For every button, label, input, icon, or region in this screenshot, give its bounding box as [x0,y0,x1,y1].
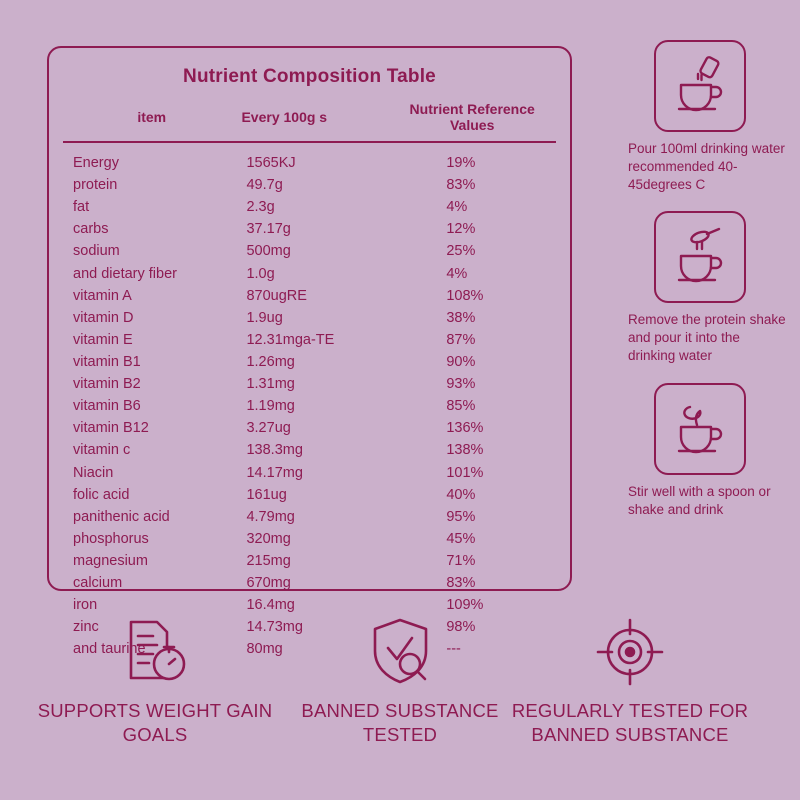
cell-item: phosphorus [73,530,149,547]
cell-nrv: 25% [446,243,476,260]
table-row [63,528,556,550]
cell-nrv: 4% [446,265,468,282]
target-crosshair-icon [505,613,755,691]
table-row [63,462,556,484]
table-row [63,197,556,219]
preparation-step-2 [614,211,786,364]
cell-nrv: 109% [446,597,484,614]
cell-amount: 80mg [246,641,283,658]
cell-item: vitamin c [73,442,131,459]
cell-nrv: 83% [446,575,476,592]
page-title: Nutrient Composition Table [183,66,436,87]
cell-nrv: 38% [446,309,476,326]
cell-amount: 4.79mg [246,508,295,525]
cell-amount: 14.73mg [246,619,303,636]
nutrient-composition-card [47,46,572,658]
scoop-pouring-powder-into-cup-icon [669,224,731,291]
cell-nrv: 95% [446,508,476,525]
table-row [63,506,556,528]
cell-amount: 3.27ug [246,420,291,437]
table-row [63,573,556,595]
table-row [63,285,556,307]
cell-amount: 2.3g [246,199,275,216]
cell-item: vitamin E [73,331,133,348]
cell-amount: 138.3mg [246,442,303,459]
table-header-row [63,100,556,142]
cell-nrv: 90% [446,353,476,370]
cell-amount: 12.31mga-TE [246,331,335,348]
table-row [63,440,556,462]
step-2-text: Remove the protein shake and pour it into the drinking water [628,312,786,364]
cell-item: calcium [73,575,123,592]
cell-nrv: 71% [446,552,476,569]
cell-nrv: 136% [446,420,484,437]
cell-item: protein [73,177,118,194]
step-2-icon-frame [654,211,746,303]
cell-item: folic acid [73,486,130,503]
cell-item: panithenic acid [73,508,170,525]
cell-nrv: 83% [446,177,476,194]
spoon-stirring-cup-icon [669,395,731,462]
cell-item: fat [73,199,90,216]
cell-item: vitamin B6 [73,398,141,415]
cell-nrv: 108% [446,287,484,304]
cell-amount: 1.19mg [246,398,295,415]
shield-check-magnifier-icon [300,613,500,691]
cell-amount: 1565KJ [246,155,296,171]
cell-amount: 1.0g [246,265,275,282]
feature-badges [0,605,800,795]
preparation-step-1 [614,40,786,193]
step-1-text: Pour 100ml drinking water recommended 40-45degrees C [628,141,785,192]
table-row [63,307,556,329]
cell-amount: 37.17g [246,221,291,238]
cell-item: magnesium [73,552,148,569]
cell-nrv: 101% [446,464,484,481]
table-row [63,374,556,396]
step-3-text: Stir well with a spoon or shake and drink [628,483,771,517]
cell-amount: 215mg [246,552,291,569]
cell-item: Niacin [73,464,114,481]
table-body [63,142,556,661]
cell-nrv: 40% [446,486,476,503]
nutrient-table [63,100,556,661]
preparation-steps [614,40,786,537]
bottle-pouring-into-cup-icon [669,53,731,120]
table-row [63,263,556,285]
column-header-item: item [63,100,240,142]
cell-amount: 1.26mg [246,353,295,370]
column-header-amount: Every 100g s [240,100,388,142]
badge-supports-weight-gain [30,613,280,747]
badge-label: BANNED SUBSTANCE TESTED [301,700,499,746]
cell-amount: 16.4mg [246,597,295,614]
cell-nrv: 12% [446,221,476,238]
cell-nrv: 138% [446,442,484,459]
table-row [63,550,556,572]
table-row [63,142,556,175]
table-row [63,175,556,197]
cell-nrv: 85% [446,398,476,415]
cell-item: Energy [73,155,119,171]
cell-nrv: 98% [446,619,476,636]
badge-label: REGULARLY TESTED FOR BANNED SUBSTANCE [511,700,749,746]
document-stopwatch-icon [30,613,280,691]
cell-amount: 1.31mg [246,376,295,393]
cell-amount: 49.7g [246,177,283,194]
cell-item: carbs [73,221,109,238]
cell-item: vitamin D [73,309,134,326]
cell-item: and taurine [73,641,146,658]
table-row [63,219,556,241]
cell-item: vitamin B1 [73,353,141,370]
cell-nrv: 45% [446,530,476,547]
step-3-icon-frame [654,383,746,475]
step-1-icon-frame [654,40,746,132]
badge-label: SUPPORTS WEIGHT GAIN GOALS [37,700,273,746]
cell-item: and dietary fiber [73,265,177,282]
table-header [63,100,556,142]
cell-amount: 1.9ug [246,309,283,326]
table-row [63,329,556,351]
cell-item: vitamin B12 [73,420,149,437]
cell-amount: 14.17mg [246,464,303,481]
cell-item: zinc [73,619,99,636]
table-row [63,396,556,418]
column-header-nrv: Nutrient Reference Values [388,100,556,142]
preparation-step-3 [614,383,786,519]
badge-regularly-tested [505,613,755,747]
cell-item: iron [73,597,98,614]
cell-amount: 670mg [246,575,291,592]
cell-item: vitamin A [73,287,132,304]
table-row [63,351,556,373]
table-row [63,418,556,440]
cell-nrv: 19% [446,155,476,171]
cell-amount: 870ugRE [246,287,307,304]
cell-amount: 320mg [246,530,291,547]
badge-banned-substance-tested [300,613,500,747]
cell-amount: 161ug [246,486,287,503]
cell-nrv: 4% [446,199,468,216]
cell-amount: 500mg [246,243,291,260]
table-row [63,484,556,506]
cell-nrv: 87% [446,331,476,348]
cell-item: sodium [73,243,120,260]
cell-item: vitamin B2 [73,376,141,393]
cell-nrv: --- [446,641,461,658]
cell-nrv: 93% [446,376,476,393]
table-row [63,241,556,263]
